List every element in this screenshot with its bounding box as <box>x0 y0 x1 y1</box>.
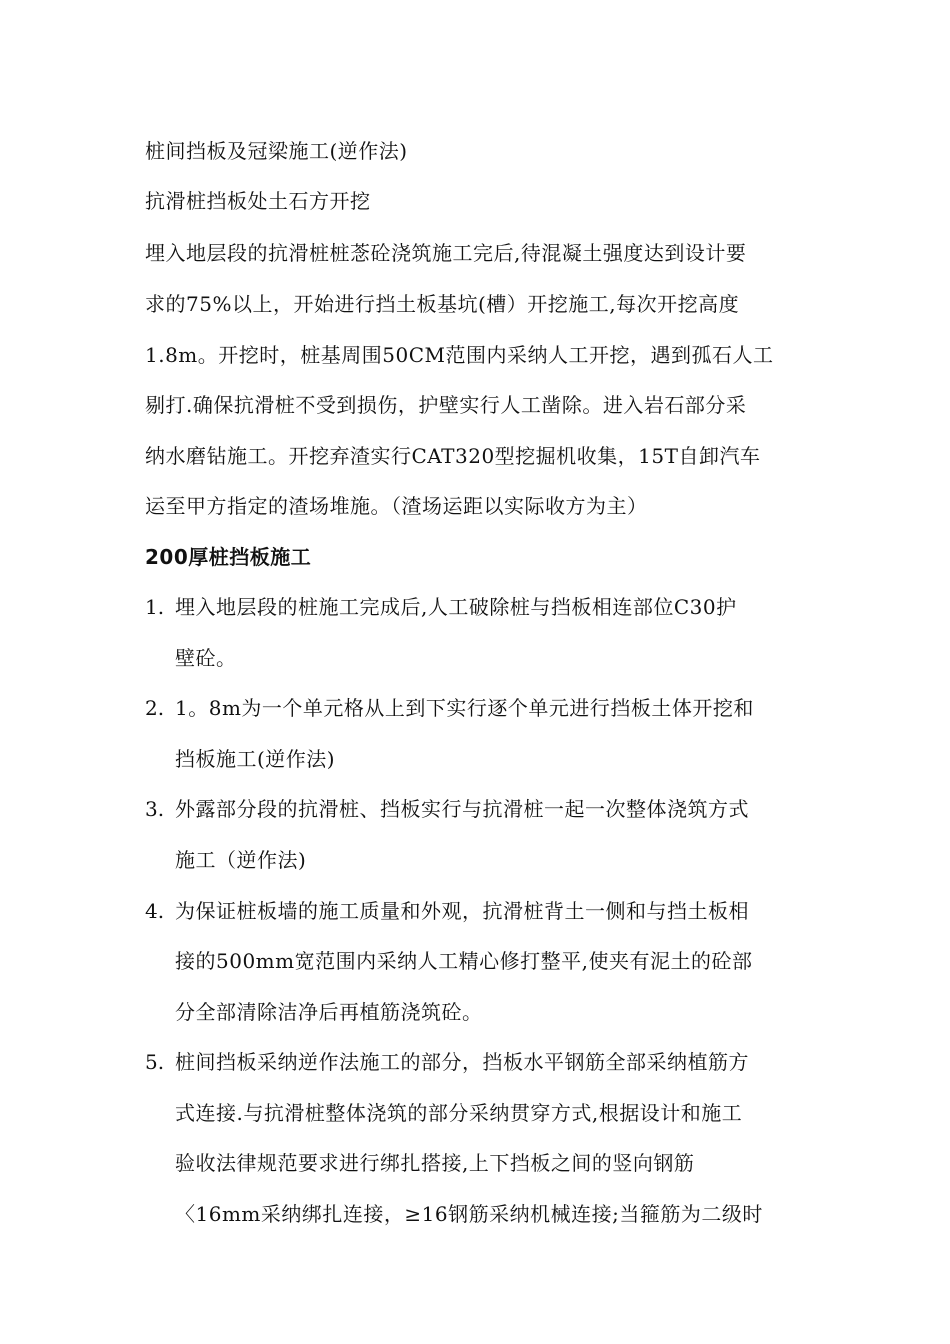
paragraph-line: 求的75%以上，开始进行挡土板基坑(槽）开挖施工,每次开挖高度 <box>145 292 740 316</box>
list-item-line: 埋入地层段的桩施工完成后,人工破除桩与挡板相连部位C30护 <box>175 595 737 619</box>
paragraph-line: 1.8m。开挖时，桩基周围50CM范围内采纳人工开挖，遇到孤石人工 <box>145 343 774 367</box>
list-item-line: 验收法律规范要求进行绑扎搭接,上下挡板之间的竖向钢筋 <box>175 1151 695 1175</box>
list-item-line: 〈16mm采纳绑扎连接，≥16钢筋采纳机械连接;当箍筋为二级时 <box>175 1202 763 1226</box>
section-heading-3: 200厚桩挡板施工 <box>145 545 312 569</box>
list-item-line: 1。8m为一个单元格从上到下实行逐个单元进行挡板土体开挖和 <box>175 696 754 720</box>
list-item-number: 1. <box>145 595 165 619</box>
list-item-line: 外露部分段的抗滑桩、挡板实行与抗滑桩一起一次整体浇筑方式 <box>175 797 749 821</box>
section-title-1: 桩间挡板及冠梁施工(逆作法) <box>145 139 408 163</box>
list-item-line: 式连接.与抗滑桩整体浇筑的部分采纳贯穿方式,根据设计和施工 <box>175 1101 743 1125</box>
paragraph-line: 纳水磨钻施工。开挖弃渣实行CAT320型挖掘机收集，15T自卸汽车 <box>145 444 761 468</box>
list-item-line: 壁砼。 <box>175 646 237 670</box>
list-item-number: 3. <box>145 797 165 821</box>
paragraph-line: 剔打.确保抗滑桩不受到损伤，护壁实行人工凿除。进入岩石部分采 <box>145 393 747 417</box>
paragraph-line: 埋入地层段的抗滑桩桩菍砼浇筑施工完后,待混凝土强度达到设计要 <box>145 241 747 265</box>
list-item-line: 接的500mm宽范围内采纳人工精心修打整平,使夹有泥土的砼部 <box>175 949 753 973</box>
list-item-line: 挡板施工(逆作法) <box>175 747 336 771</box>
paragraph-line: 运至甲方指定的渣场堆施。（渣场运距以实际收方为主） <box>145 494 648 518</box>
list-item-number: 5. <box>145 1050 165 1074</box>
list-item-line: 为保证桩板墙的施工质量和外观，抗滑桩背土一侧和与挡土板相 <box>175 899 749 923</box>
list-item-number: 2. <box>145 696 165 720</box>
list-item-number: 4. <box>145 899 165 923</box>
section-title-2: 抗滑桩挡板处土石方开挖 <box>145 189 371 213</box>
list-item-line: 桩间挡板采纳逆作法施工的部分，挡板水平钢筋全部采纳植筋方 <box>175 1050 749 1074</box>
list-item-line: 分全部清除洁净后再植筋浇筑砼。 <box>175 1000 483 1024</box>
list-item-line: 施工（逆作法) <box>175 848 307 872</box>
